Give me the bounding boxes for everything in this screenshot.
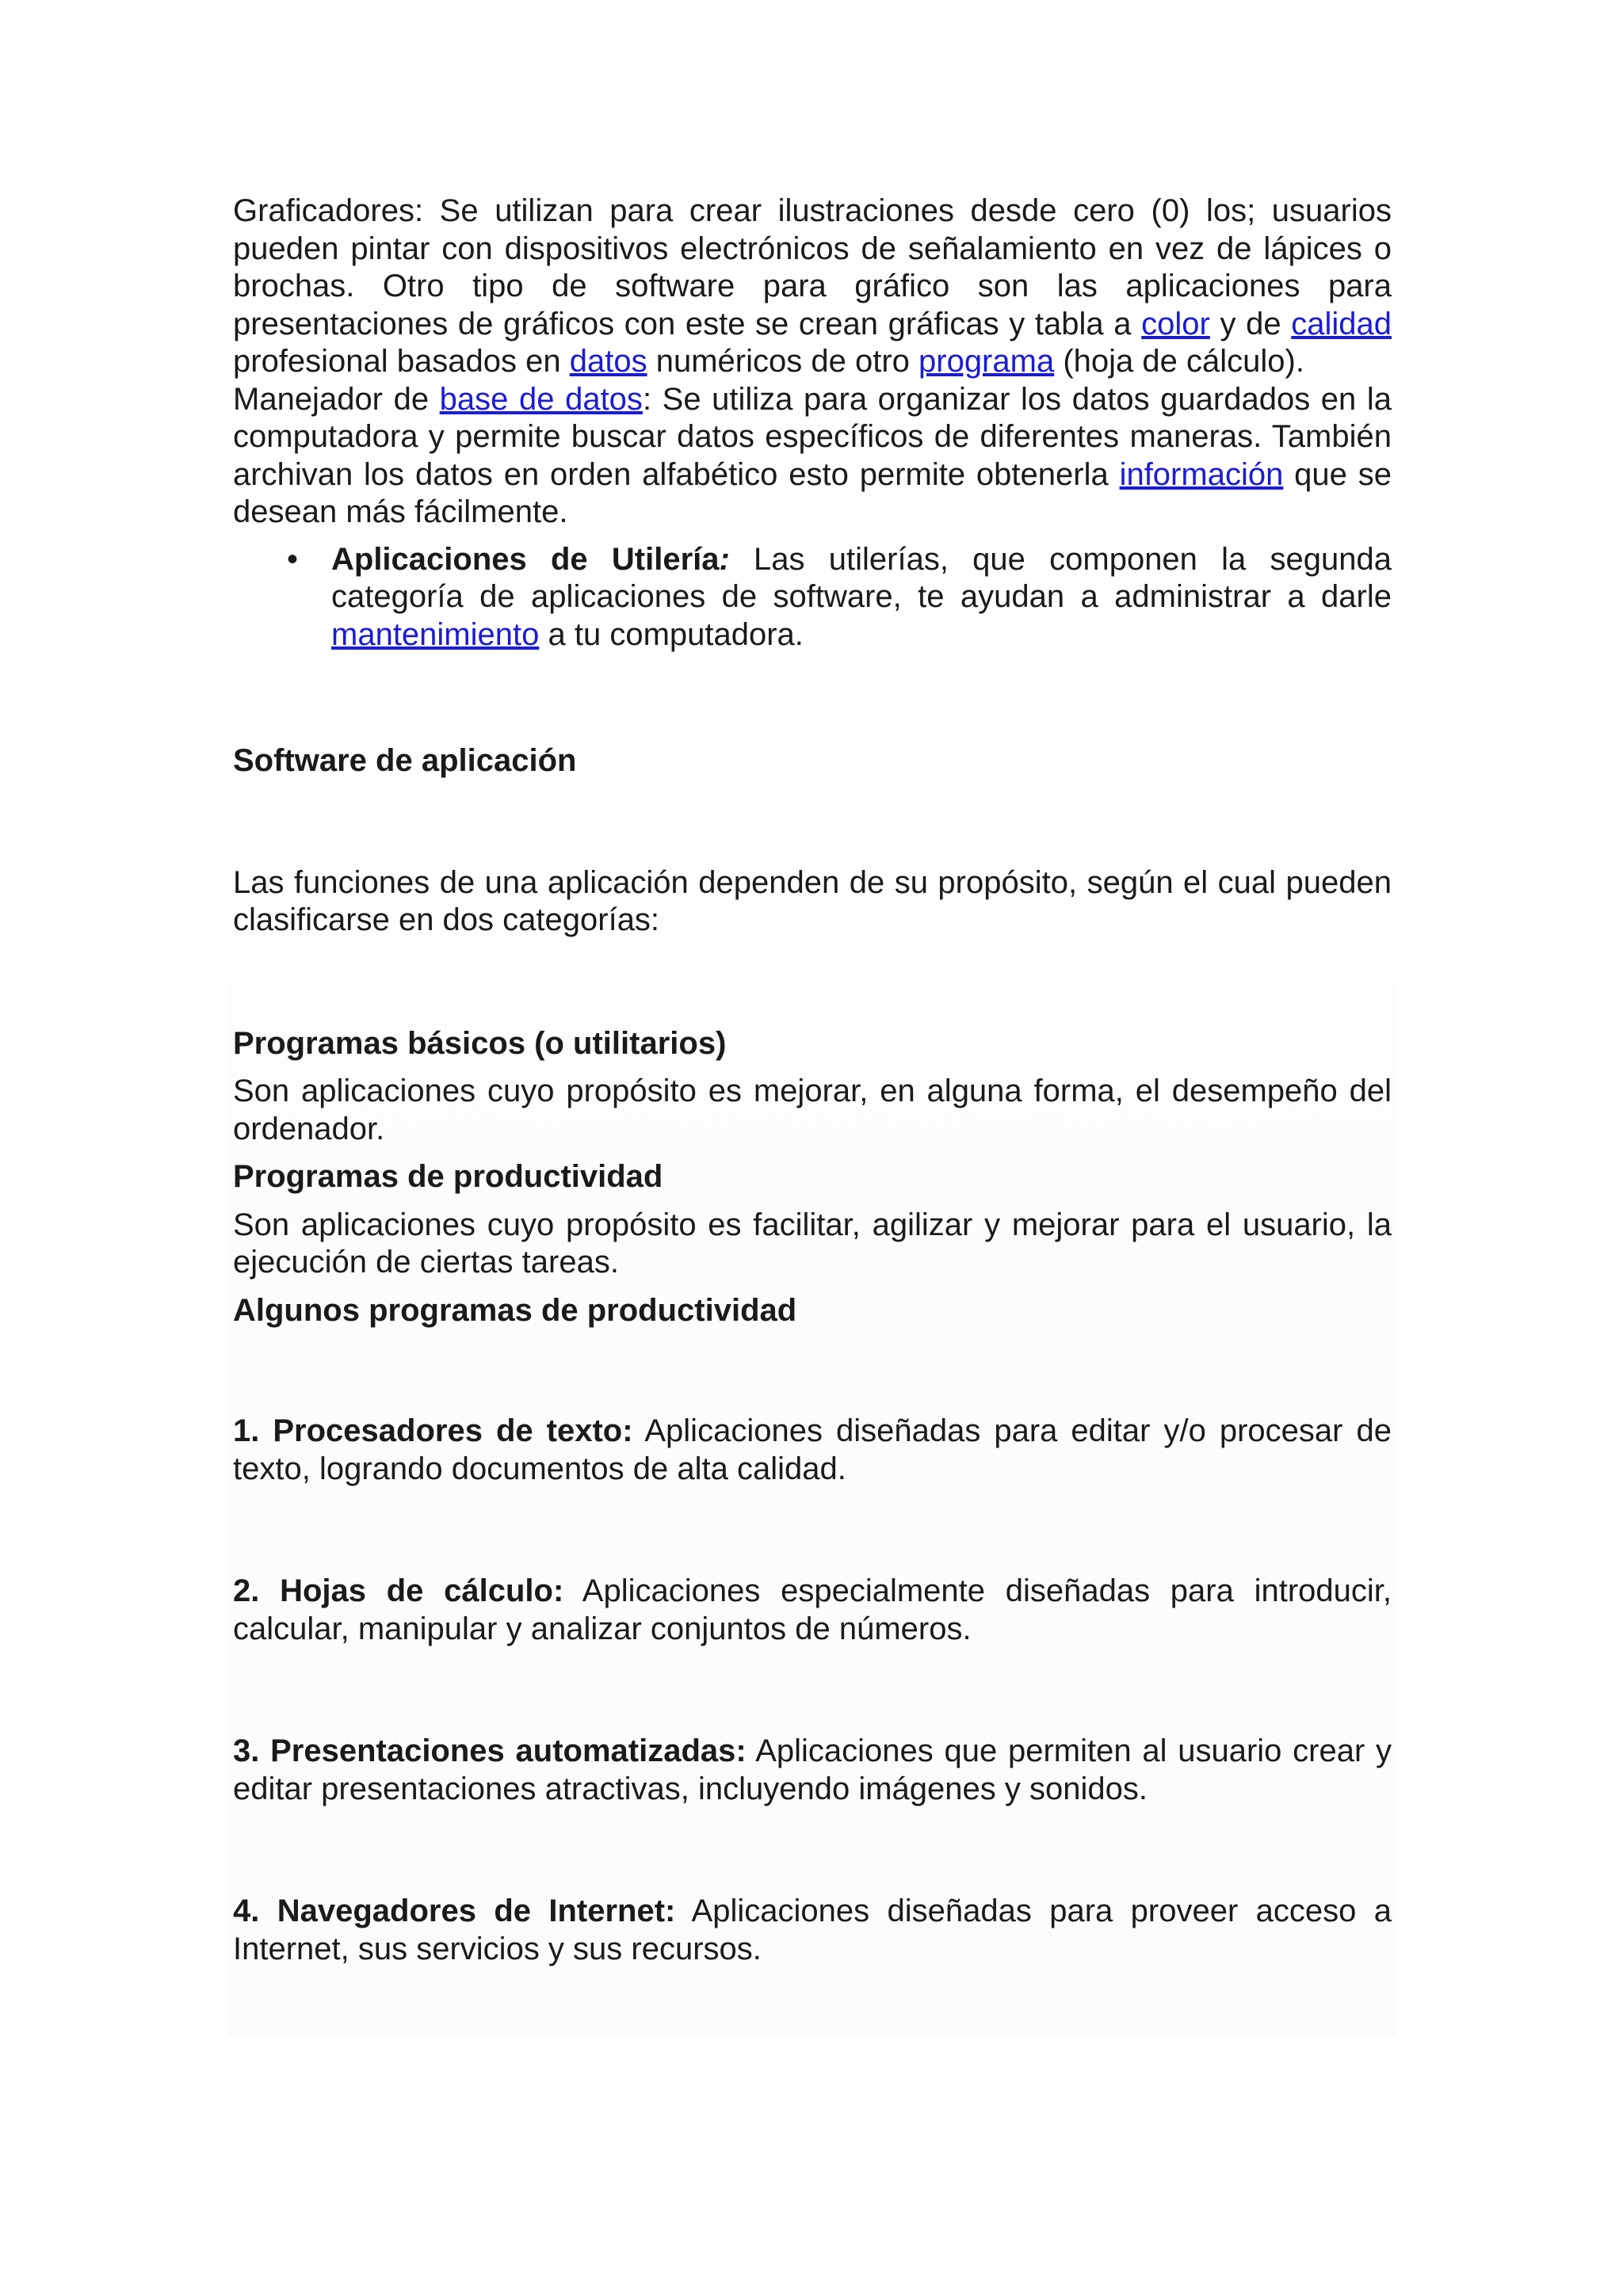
list-item bbox=[233, 1413, 1392, 1488]
paragraph-manejador bbox=[233, 381, 1392, 532]
text-span: numéricos de otro bbox=[647, 344, 918, 379]
bullet-title: Aplicaciones de Utilería bbox=[331, 541, 720, 577]
list-item bbox=[233, 1893, 1392, 1968]
text-span: profesional basados en bbox=[233, 344, 570, 379]
text-span: Las utilerías, que componen la segunda categoría de aplicaciones de software, te ayudan a administrar a darle bbox=[331, 541, 1392, 614]
document-body bbox=[233, 193, 1392, 1968]
text-span: Manejador de bbox=[233, 381, 440, 417]
text-span: : Se utiliza para organizar los datos guardados en la computadora y permite buscar datos específicos de diferentes maneras. También archivan los datos en orden alfabético esto permite obtenerla bbox=[233, 381, 1392, 492]
text-programas-basicos: Son aplicaciones cuyo propósito es mejorar, en alguna forma, el desempeño del ordenador. bbox=[233, 1074, 1392, 1146]
paragraph-graficadores bbox=[233, 193, 1392, 381]
link-calidad[interactable]: calidad bbox=[1291, 306, 1392, 341]
item-text: Aplicaciones diseñadas para editar y/o procesar de texto, logrando documentos de alta calidad. bbox=[233, 1413, 1392, 1486]
list-item bbox=[233, 1733, 1392, 1808]
item-text: Aplicaciones que permiten al usuario crear y editar presentaciones atractivas, incluyendo imágenes y sonidos. bbox=[233, 1733, 1392, 1806]
text-span: Graficadores: Se utilizan para crear ilustraciones desde cero (0) los; usuarios pueden pintar con dispositivos electrónicos de señalamiento en vez de lápices o brochas. Otro tipo de software para gráfico son las aplicaciones para presentaciones de gráficos con este se crean gráficas y tabla a bbox=[233, 193, 1392, 341]
text-span: (hoja de cálculo). bbox=[1054, 344, 1304, 379]
bullet-colon: : bbox=[719, 541, 730, 577]
heading-algunos-programas: Algunos programas de productividad bbox=[233, 1292, 797, 1328]
item-label: 4. Navegadores de Internet: bbox=[233, 1894, 676, 1928]
item-label: 3. Presentaciones automatizadas: bbox=[233, 1733, 747, 1768]
heading-programas-basicos: Programas básicos (o utilitarios) bbox=[233, 1025, 727, 1061]
section-intro: Las funciones de una aplicación dependen de su propósito, según el cual pueden clasificarse en dos categorías: bbox=[233, 864, 1392, 937]
text-span: y de bbox=[1209, 306, 1292, 341]
link-base-de-datos[interactable]: base de datos bbox=[439, 381, 643, 417]
text-programas-productividad: Son aplicaciones cuyo propósito es facilitar, agilizar y mejorar para el usuario, la ejecución de ciertas tareas. bbox=[233, 1207, 1392, 1280]
link-informacion[interactable]: información bbox=[1119, 456, 1284, 492]
bullet-list bbox=[233, 541, 1392, 654]
item-label: 2. Hojas de cálculo: bbox=[233, 1573, 564, 1608]
item-text: Aplicaciones diseñadas para proveer acceso a Internet, sus servicios y sus recursos. bbox=[233, 1894, 1392, 1966]
text-span: que se desean más fácilmente. bbox=[233, 456, 1392, 529]
item-text: Aplicaciones especialmente diseñadas para introducir, calcular, manipular y analizar conjuntos de números. bbox=[233, 1573, 1392, 1646]
text-span: a tu computadora. bbox=[539, 616, 804, 652]
link-programa[interactable]: programa bbox=[918, 344, 1055, 379]
list-item bbox=[233, 541, 1392, 654]
link-datos[interactable]: datos bbox=[569, 344, 647, 379]
section-title: Software de aplicación bbox=[233, 743, 577, 778]
link-color[interactable]: color bbox=[1141, 306, 1210, 341]
list-item bbox=[233, 1573, 1392, 1648]
bullet-icon: • bbox=[286, 541, 298, 577]
item-label: 1. Procesadores de texto: bbox=[233, 1413, 633, 1448]
link-mantenimiento[interactable]: mantenimiento bbox=[331, 616, 540, 652]
heading-programas-productividad: Programas de productividad bbox=[233, 1159, 663, 1194]
